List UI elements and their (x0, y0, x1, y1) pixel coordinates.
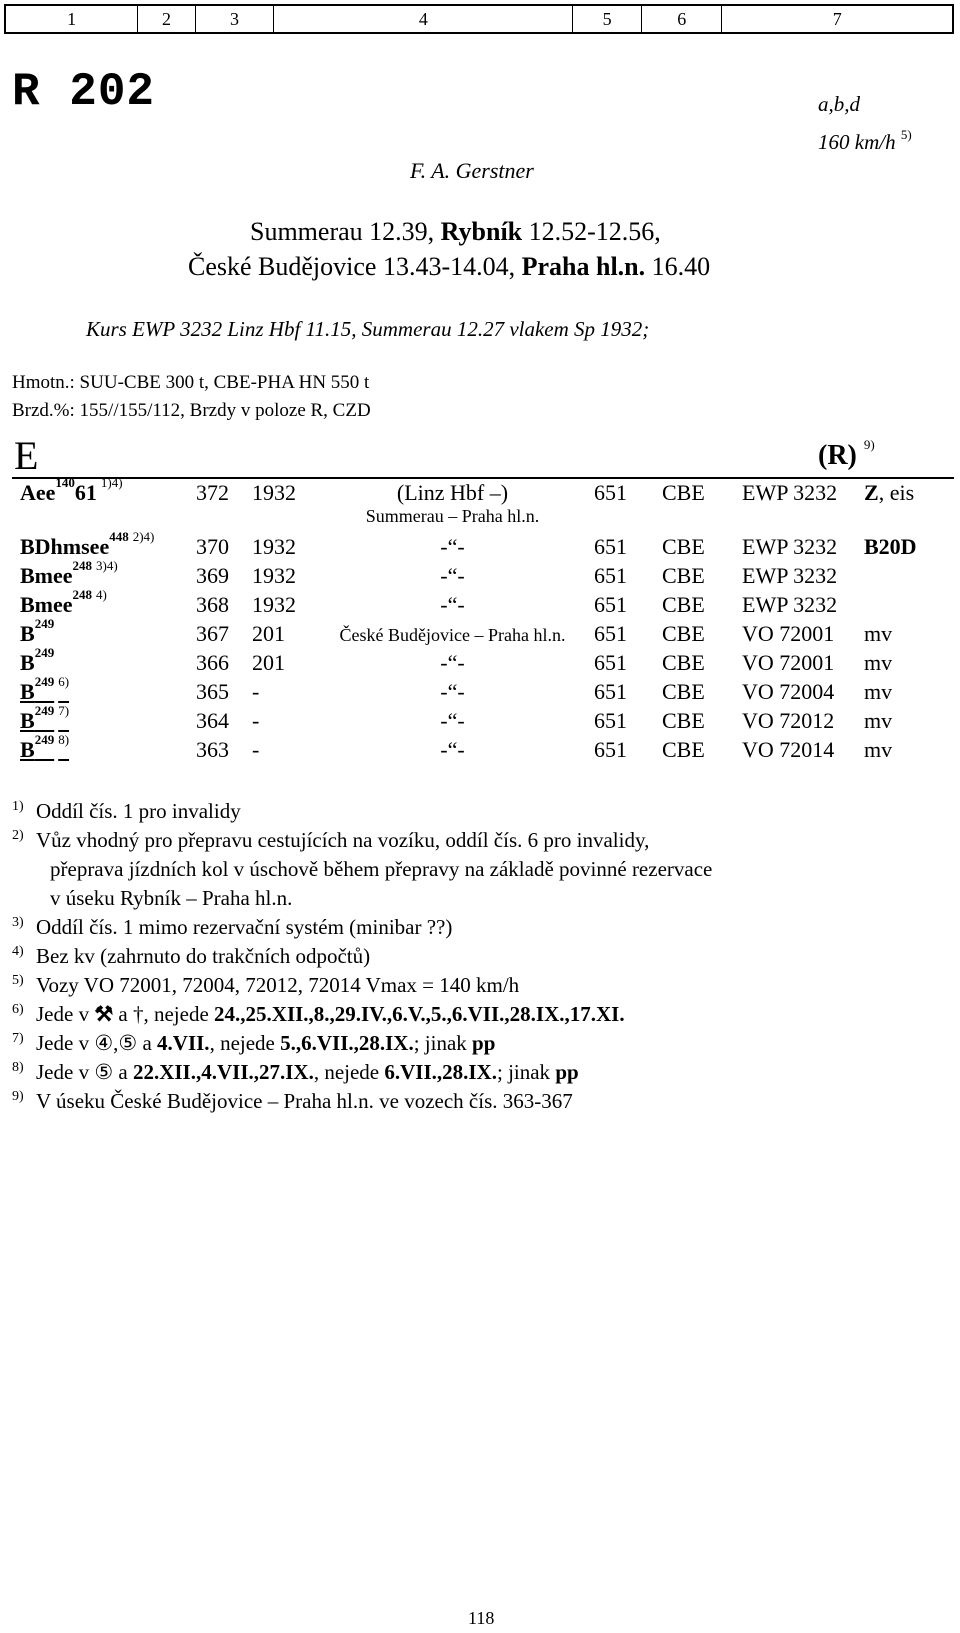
car-note-code: mv (864, 708, 893, 733)
route-2b: Praha hl.n. (521, 252, 646, 281)
table-row (0, 558, 960, 591)
table-row (0, 587, 960, 620)
footnote-dates: 24.,25.XII.,8.,29.IV.,6.V.,5.,6.VII.,28.IX.,17.XI. (214, 1002, 625, 1026)
reservation-footnote-ref: 9) (863, 437, 875, 452)
footnote-4 (12, 942, 942, 971)
car-note-code: B20D (864, 534, 917, 559)
car-through-service: EWP 3232 (742, 480, 838, 505)
divider (12, 477, 954, 479)
car-type-suffix: 61 (74, 480, 97, 505)
footnote-text: Vozy VO 72001, 72004, 72012, 72014 Vmax = 140 km/h (36, 973, 520, 997)
footnote-2-cont-1: přeprava jízdních kol v úschově během přepravy na základě povinné rezervace (50, 857, 713, 881)
speed-footnote-ref: 5) (900, 127, 912, 142)
car-note (864, 737, 892, 763)
car-note (864, 650, 892, 676)
footnote-1 (12, 797, 942, 826)
car-footnote-ref: 8) (58, 732, 70, 747)
car-km: 651 (594, 534, 627, 559)
car-series: - (252, 737, 260, 762)
car-type-name: B (20, 650, 35, 675)
car-series: 1932 (252, 592, 296, 617)
section-letter: E (14, 433, 39, 478)
footnote-5 (12, 971, 942, 1000)
footnote-dates: 4.VII. (157, 1031, 210, 1055)
car-type (20, 529, 155, 560)
route-line-1 (250, 217, 661, 247)
car-note-code: mv (864, 621, 893, 646)
car-km: 651 (594, 480, 627, 505)
table-row (0, 703, 960, 736)
route-1b: Rybník (440, 217, 523, 246)
car-type (20, 674, 70, 705)
footnote-text: Jede v ④,⑤ a (36, 1031, 158, 1055)
car-through-service: EWP 3232 (742, 592, 838, 617)
footnote-dates: 22.XII.,4.VII.,27.IX. (132, 1060, 314, 1084)
car-relation: -“- (440, 737, 465, 762)
car-number: 363 (196, 737, 229, 762)
footnote-key: 4) (12, 944, 24, 959)
car-km: 651 (594, 592, 627, 617)
car-number: 366 (196, 650, 229, 675)
car-relation: České Budějovice – Praha hl.n. (339, 625, 566, 645)
car-series: 1932 (252, 480, 296, 505)
car-type-code: 448 (109, 529, 129, 544)
train-speed (818, 127, 912, 155)
footnote-code: pp (472, 1031, 496, 1055)
car-type-code: 249 (34, 732, 55, 747)
car-note (864, 621, 892, 647)
footnote-2-cont-2: v úseku Rybník – Praha hl.n. (50, 886, 293, 910)
footnote-key: 1) (12, 799, 24, 814)
car-relation: -“- (440, 592, 465, 617)
reservation-label: (R) (818, 440, 857, 471)
car-through-service: VO 72014 (742, 737, 835, 762)
car-type-name: Bmee (20, 592, 73, 617)
car-km: 651 (594, 563, 627, 588)
car-relation: -“- (440, 563, 465, 588)
car-relation: -“- (440, 534, 465, 559)
car-note-code: mv (864, 737, 893, 762)
car-relation-2: Summerau – Praha hl.n. (365, 506, 540, 526)
brake-info: Brzd.%: 155//155/112, Brzdy v poloze R, CZD (12, 400, 371, 421)
route-1c: 12.52-12.56, (522, 217, 661, 246)
column-7: 7 (721, 6, 952, 32)
car-footnote-ref: 4) (96, 587, 107, 602)
car-through-service: VO 72001 (742, 621, 835, 646)
car-station: CBE (662, 679, 705, 704)
footnote-code: pp (555, 1060, 579, 1084)
footnote-dates: 6.VII.,28.IX. (384, 1060, 497, 1084)
car-number: 370 (196, 534, 229, 559)
footnote-key: 7) (12, 1031, 24, 1046)
car-note-extra: , eis (878, 480, 915, 505)
car-type (20, 732, 70, 763)
footnote-key: 2) (12, 828, 24, 843)
car-type-code: 249 (34, 645, 55, 660)
footnote-text: Oddíl čís. 1 mimo rezervační systém (minibar ??) (36, 915, 453, 939)
car-series: 201 (252, 621, 285, 646)
car-footnote-ref: 7) (58, 703, 70, 718)
footnote-text: Jede v ⑤ a (36, 1060, 133, 1084)
car-station: CBE (662, 592, 705, 617)
hammer-pick-icon: ⚒ (94, 1002, 114, 1026)
table-row (0, 616, 960, 649)
table-row (0, 475, 960, 526)
car-type-code: 248 (72, 587, 93, 602)
car-type-name: Aee (20, 480, 56, 505)
route-line-2 (188, 252, 710, 282)
car-type (20, 558, 118, 589)
footnote-key: 9) (12, 1089, 24, 1104)
car-type-name: B (20, 737, 35, 762)
reservation-mark (818, 437, 875, 472)
car-km: 651 (594, 737, 627, 762)
weight-info: Hmotn.: SUU-CBE 300 t, CBE-PHA HN 550 t (12, 372, 370, 393)
car-km: 651 (594, 621, 627, 646)
car-footnote-ref: 1)4) (100, 475, 123, 490)
car-note (864, 679, 892, 705)
footnote-key: 5) (12, 973, 24, 988)
car-through-service: VO 72012 (742, 708, 835, 733)
footnote-text: a †, nejede (113, 1002, 215, 1026)
car-series: - (252, 708, 260, 733)
route-1a: Summerau 12.39, (250, 217, 441, 246)
car-through-service: EWP 3232 (742, 563, 838, 588)
footnote-dates: 5.,6.VII.,28.IX. (280, 1031, 414, 1055)
route-2a: České Budějovice 13.43-14.04, (188, 252, 522, 281)
route-2c: 16.40 (645, 252, 711, 281)
car-footnote-ref: 2)4) (132, 529, 155, 544)
car-through-service: VO 72004 (742, 679, 835, 704)
table-row (0, 674, 960, 707)
train-name: F. A. Gerstner (410, 158, 534, 183)
footnote-9 (12, 1087, 942, 1116)
car-footnote-ref: 3)4) (96, 558, 118, 573)
car-type-name: BDhmsee (20, 534, 110, 559)
car-series: 201 (252, 650, 285, 675)
car-note (864, 480, 914, 506)
car-number: 368 (196, 592, 229, 617)
car-type-code: 249 (34, 674, 55, 689)
footnote-8 (12, 1058, 942, 1087)
car-number: 372 (196, 480, 229, 505)
car-type-code: 248 (72, 558, 93, 573)
footnote-text: Oddíl čís. 1 pro invalidy (36, 799, 241, 823)
column-5: 5 (572, 6, 641, 32)
column-4: 4 (273, 6, 572, 32)
footnote-key: 8) (12, 1060, 24, 1075)
car-through-service: VO 72001 (742, 650, 835, 675)
footnote-text: , nejede (313, 1060, 385, 1084)
car-relation: -“- (440, 679, 465, 704)
car-station: CBE (662, 708, 705, 733)
train-classes: a,b,d (818, 92, 860, 116)
speed-value: 160 km/h (818, 130, 896, 154)
column-header (4, 4, 954, 34)
car-relation: -“- (440, 650, 465, 675)
footnote-text: Bez kv (zahrnuto do trakčních odpočtů) (36, 944, 371, 968)
car-series: 1932 (252, 534, 296, 559)
through-car-info: Kurs EWP 3232 Linz Hbf 11.15, Summerau 12.27 vlakem Sp 1932; (86, 317, 650, 341)
car-type (20, 616, 55, 647)
car-type-name: Bmee (20, 563, 73, 588)
footnote-text: Vůz vhodný pro přepravu cestujících na vozíku, oddíl čís. 6 pro invalidy, (36, 828, 650, 852)
car-relation: (Linz Hbf –) (396, 480, 509, 505)
car-number: 365 (196, 679, 229, 704)
column-6: 6 (641, 6, 722, 32)
car-relation: -“- (440, 708, 465, 733)
car-series: 1932 (252, 563, 296, 588)
car-type-name: B (20, 679, 35, 704)
car-type (20, 587, 107, 618)
footnote-3 (12, 913, 942, 942)
footnote-text: V úseku České Budějovice – Praha hl.n. ve vozech čís. 363-367 (36, 1089, 573, 1113)
car-km: 651 (594, 650, 627, 675)
car-type (20, 703, 70, 734)
footnote-7 (12, 1029, 942, 1058)
footnote-text: ; jinak (496, 1060, 556, 1084)
car-type (20, 645, 55, 676)
car-note-code: Z (864, 480, 879, 505)
car-footnote-ref: 6) (58, 674, 70, 689)
table-row (0, 732, 960, 765)
column-3: 3 (195, 6, 274, 32)
car-note (864, 534, 917, 560)
car-number: 367 (196, 621, 229, 646)
car-type-code: 249 (34, 703, 55, 718)
footnote-text: Jede v (36, 1002, 95, 1026)
car-station: CBE (662, 650, 705, 675)
car-number: 369 (196, 563, 229, 588)
footnote-text: , nejede (209, 1031, 281, 1055)
car-km: 651 (594, 679, 627, 704)
car-type-name: B (20, 708, 35, 733)
train-number: R 202 (12, 66, 156, 118)
car-type-code: 140 (55, 475, 75, 490)
footnote-2 (12, 826, 942, 855)
car-type (20, 475, 123, 506)
car-station: CBE (662, 563, 705, 588)
page-number: 118 (468, 1608, 495, 1628)
car-series: - (252, 679, 260, 704)
footnote-key: 3) (12, 915, 24, 930)
column-1: 1 (67, 8, 77, 29)
footnote-6 (12, 1000, 942, 1029)
car-note-code: mv (864, 650, 893, 675)
car-km: 651 (594, 708, 627, 733)
car-station: CBE (662, 480, 705, 505)
car-station: CBE (662, 534, 705, 559)
table-row (0, 529, 960, 562)
car-note-code: mv (864, 679, 893, 704)
car-number: 364 (196, 708, 229, 733)
car-station: CBE (662, 621, 705, 646)
footnotes (12, 797, 942, 1116)
footnote-text: ; jinak (413, 1031, 473, 1055)
car-type-name: B (20, 621, 35, 646)
table-row (0, 645, 960, 678)
column-2: 2 (137, 6, 195, 32)
car-through-service: EWP 3232 (742, 534, 838, 559)
car-type-code: 249 (34, 616, 55, 631)
car-note (864, 708, 892, 734)
footnote-key: 6) (12, 1002, 24, 1017)
car-station: CBE (662, 737, 705, 762)
